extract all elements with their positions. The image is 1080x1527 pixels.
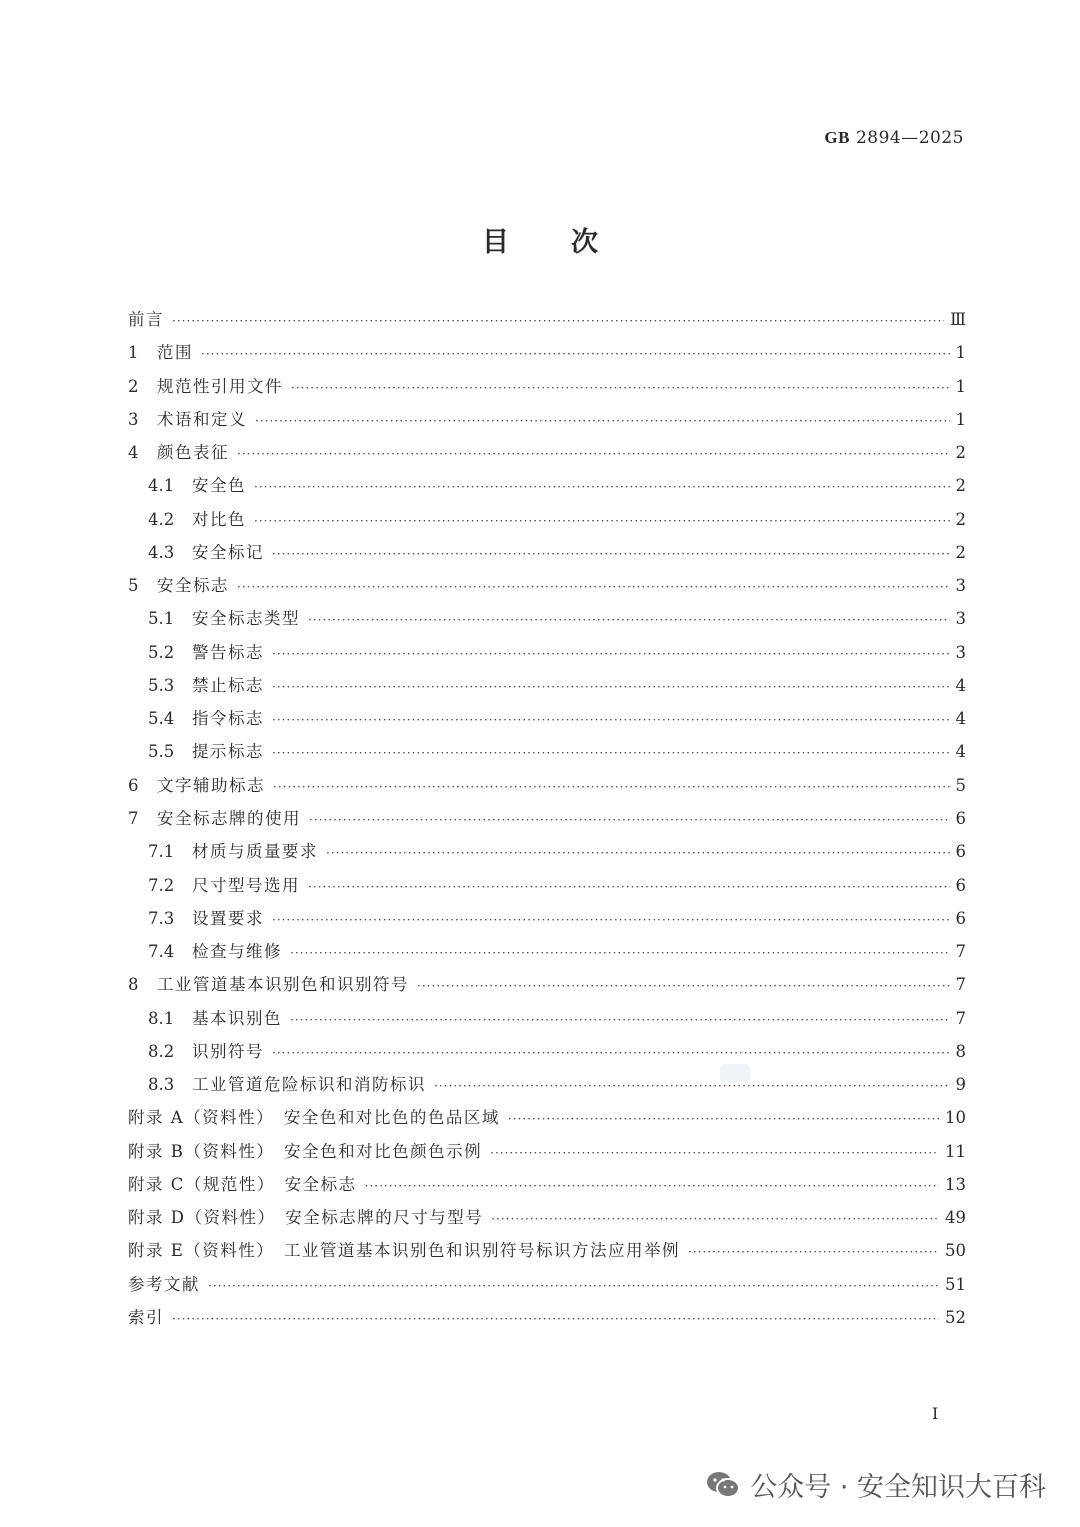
toc-entry (128, 605, 966, 638)
toc-entry (128, 306, 966, 339)
toc-entry-label: 前言 (128, 310, 164, 329)
toc-dot-leader (272, 547, 950, 561)
toc-dot-leader (255, 414, 950, 428)
toc-entry-number: 5.1 (148, 609, 175, 629)
toc-entry (128, 838, 966, 871)
page-title: 目次 (482, 227, 660, 258)
toc-entry-number: 7.1 (148, 842, 175, 862)
toc-entry-number: 4.1 (148, 476, 175, 496)
toc-dot-leader (291, 381, 950, 395)
toc-entry (128, 539, 966, 572)
toc-entry (128, 772, 966, 805)
toc-entry-label: 文字辅助标志 (157, 775, 265, 795)
toc-dot-leader (491, 1212, 939, 1226)
toc-entry-label: 附录 A（资料性） 安全色和对比色的色品区域 (128, 1108, 500, 1128)
toc-entry-number: 5.2 (148, 642, 175, 662)
toc-entry-page: 2 (955, 476, 966, 496)
toc-entry-number: 7.3 (148, 908, 175, 928)
page-folio: I (932, 1404, 939, 1423)
toc-entry-page: 13 (945, 1174, 966, 1194)
toc-entry-page: 7 (955, 1008, 966, 1028)
toc-entry-number: 7.2 (148, 875, 175, 895)
watermark (706, 1465, 1046, 1504)
toc-entry-label: 材质与质量要求 (192, 842, 318, 862)
toc-entry-page: 49 (945, 1208, 966, 1228)
toc-entry-number: 5.4 (148, 709, 175, 729)
toc-entry-label: 安全标记 (192, 542, 264, 562)
toc-entry (128, 672, 966, 705)
toc-entry-number: 6 (128, 775, 139, 795)
toc-entry-page: 4 (955, 709, 966, 729)
standard-number: 2894—2025 (855, 128, 964, 148)
toc-entry-label: 附录 D（资料性） 安全标志牌的尺寸与型号 (128, 1208, 484, 1228)
toc-entry (128, 1138, 966, 1171)
faint-stamp (720, 1064, 750, 1082)
toc-dot-leader (272, 913, 950, 927)
toc-entry-number: 4.3 (148, 542, 175, 562)
toc-entry-page: 7 (955, 975, 966, 995)
toc-entry-label: 检查与维修 (192, 942, 282, 962)
toc-entry-page: 50 (945, 1241, 966, 1261)
toc-entry (128, 1271, 966, 1304)
toc-dot-leader (272, 746, 950, 760)
toc-dot-leader (490, 1146, 939, 1160)
toc-entry-label: 参考文献 (128, 1274, 200, 1294)
toc-entry-label: 基本识别色 (192, 1008, 282, 1028)
toc-entry (128, 506, 966, 539)
toc-dot-leader (272, 680, 950, 694)
toc-dot-leader (272, 1046, 950, 1060)
toc-entry-label: 安全色 (192, 476, 246, 496)
toc-dot-leader (309, 813, 950, 827)
toc-entry-label: 附录 B（资料性） 安全色和对比色颜色示例 (128, 1141, 483, 1161)
toc-entry-page: 9 (955, 1075, 966, 1095)
toc-entry-label: 识别符号 (192, 1041, 264, 1061)
toc-entry-page: 3 (955, 609, 966, 629)
toc-entry-label: 安全标志牌的使用 (157, 808, 301, 828)
toc-entry-page: 52 (945, 1307, 966, 1327)
toc-entry-label: 索引 (128, 1307, 164, 1327)
toc-entry-label: 术语和定义 (157, 409, 247, 429)
toc-dot-leader (172, 314, 944, 328)
toc-entry-label: 对比色 (192, 509, 246, 529)
toc-entry-number: 8.3 (148, 1075, 175, 1095)
toc-entry-page: 1 (955, 376, 966, 396)
toc-entry (128, 1171, 966, 1204)
toc-dot-leader (417, 979, 950, 993)
toc-entry (128, 1038, 966, 1071)
toc-entry-number: 7 (128, 808, 139, 828)
toc-entry (128, 439, 966, 472)
toc-entry-label: 附录 C（规范性） 安全标志 (128, 1174, 357, 1194)
toc-entry (128, 1005, 966, 1038)
toc-entry (128, 872, 966, 905)
toc-entry-number: 8 (128, 975, 139, 995)
toc-entry-page: Ⅲ (950, 310, 966, 329)
toc-entry-page: 8 (955, 1041, 966, 1061)
toc-entry-number: 3 (128, 409, 139, 429)
toc-dot-leader (208, 1279, 939, 1293)
toc-dot-leader (254, 480, 950, 494)
toc-entry-number: 5 (128, 576, 139, 596)
toc-dot-leader (365, 1179, 939, 1193)
toc-dot-leader (688, 1245, 939, 1259)
toc-entry (128, 1104, 966, 1137)
toc-entry-page: 3 (955, 576, 966, 596)
toc-entry (128, 572, 966, 605)
table-of-contents (128, 306, 966, 1337)
toc-dot-leader (290, 946, 950, 960)
toc-entry-label: 禁止标志 (192, 675, 264, 695)
toc-entry-label: 警告标志 (192, 642, 264, 662)
toc-dot-leader (237, 447, 950, 461)
toc-entry-page: 3 (955, 642, 966, 662)
toc-entry (128, 1304, 966, 1337)
toc-entry (128, 738, 966, 771)
toc-entry (128, 1237, 966, 1270)
toc-entry-page: 1 (955, 343, 966, 363)
wechat-icon (706, 1471, 740, 1499)
toc-entry (128, 938, 966, 971)
toc-entry-number: 4 (128, 443, 139, 463)
toc-entry-page: 2 (955, 542, 966, 562)
toc-entry-number: 8.2 (148, 1041, 175, 1061)
toc-dot-leader (237, 580, 950, 594)
toc-entry (128, 905, 966, 938)
toc-dot-leader (172, 1312, 939, 1326)
toc-dot-leader (508, 1112, 939, 1126)
toc-entry-number: 7.4 (148, 942, 175, 962)
toc-entry (128, 639, 966, 672)
toc-entry-label: 颜色表征 (157, 443, 229, 463)
toc-entry-page: 11 (945, 1141, 966, 1161)
toc-entry-label: 范围 (157, 343, 193, 363)
toc-entry-page: 5 (955, 775, 966, 795)
toc-entry-label: 规范性引用文件 (157, 376, 283, 396)
toc-entry-page: 2 (955, 509, 966, 529)
toc-dot-leader (308, 613, 950, 627)
toc-entry-label: 安全标志 (157, 576, 229, 596)
toc-entry (128, 1071, 966, 1104)
toc-entry-label: 工业管道危险标识和消防标识 (192, 1075, 426, 1095)
toc-entry-page: 6 (955, 842, 966, 862)
toc-entry (128, 805, 966, 838)
watermark-text: 公众号 · 安全知识大百科 (750, 1472, 1046, 1503)
toc-dot-leader (434, 1079, 950, 1093)
toc-entry-label: 尺寸型号选用 (192, 875, 300, 895)
toc-entry-label: 提示标志 (192, 742, 264, 762)
toc-entry (128, 1204, 966, 1237)
toc-dot-leader (308, 880, 950, 894)
toc-dot-leader (326, 846, 950, 860)
toc-entry (128, 705, 966, 738)
toc-entry-number: 8.1 (148, 1008, 175, 1028)
toc-entry-page: 7 (955, 942, 966, 962)
toc-entry-page: 6 (955, 908, 966, 928)
toc-entry-label: 安全标志类型 (192, 609, 300, 629)
toc-entry-label: 附录 E（资料性） 工业管道基本识别色和识别符号标识方法应用举例 (128, 1241, 681, 1261)
toc-dot-leader (273, 780, 950, 794)
toc-entry-page: 51 (945, 1274, 966, 1294)
toc-entry-number: 5.3 (148, 675, 175, 695)
toc-entry-number: 4.2 (148, 509, 175, 529)
toc-entry (128, 472, 966, 505)
toc-dot-leader (272, 713, 950, 727)
toc-entry-number: 1 (128, 343, 139, 363)
toc-entry-page: 6 (955, 808, 966, 828)
toc-entry-page: 2 (955, 443, 966, 463)
standard-code (824, 128, 964, 148)
toc-entry (128, 406, 966, 439)
toc-dot-leader (290, 1013, 950, 1027)
toc-entry-page: 1 (955, 409, 966, 429)
standard-prefix: GB (824, 128, 850, 147)
toc-dot-leader (254, 514, 950, 528)
toc-entry-label: 指令标志 (192, 709, 264, 729)
toc-entry (128, 373, 966, 406)
toc-entry-label: 工业管道基本识别色和识别符号 (157, 975, 409, 995)
toc-entry-page: 4 (955, 675, 966, 695)
toc-entry (128, 971, 966, 1004)
toc-entry-number: 2 (128, 376, 139, 396)
toc-entry-page: 10 (945, 1108, 966, 1128)
toc-entry-page: 6 (955, 875, 966, 895)
toc-entry-page: 4 (955, 742, 966, 762)
toc-entry-number: 5.5 (148, 742, 175, 762)
toc-dot-leader (201, 347, 950, 361)
toc-entry-label: 设置要求 (192, 908, 264, 928)
toc-dot-leader (272, 647, 950, 661)
toc-entry (128, 339, 966, 372)
